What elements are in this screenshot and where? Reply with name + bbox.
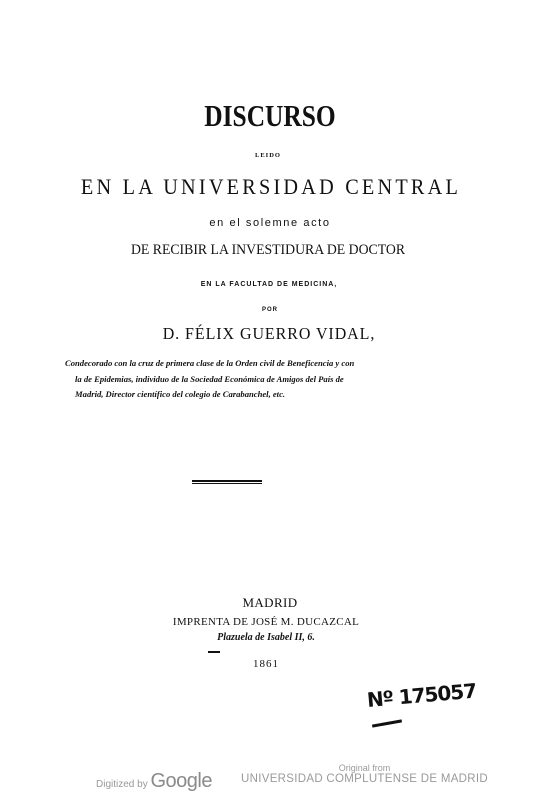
author-name: D. FÉLIX GUERRO VIDAL, — [162, 324, 376, 343]
facultad-line: EN LA FACULTAD DE MEDICINA, — [200, 281, 338, 288]
short-divider — [208, 651, 220, 653]
university-line: EN LA UNIVERSIDAD CENTRAL — [80, 174, 462, 199]
imprint-city: MADRID — [242, 595, 298, 610]
description-line: Condecorado con la cruz de primera clase de la Orden civil de Beneficencia y con — [65, 358, 355, 368]
por-label: POR — [261, 307, 278, 313]
imprint-printer: IMPRENTA DE JOSÉ M. DUCAZCAL — [172, 616, 360, 628]
imprint-address: Plazuela de Isabel II, 6. — [217, 632, 315, 643]
divider-rule — [192, 480, 262, 484]
title: DISCURSO — [204, 98, 336, 133]
description-line: la de Epidemias, individuo de la Sociedad Económica de Amigos del País de — [75, 373, 344, 384]
description-line: Madrid, Director científico del colegio de Carabanchel, etc. — [75, 389, 286, 399]
digitized-by-credit — [96, 770, 212, 793]
handwritten-underline — [372, 719, 402, 727]
author-description — [65, 356, 398, 403]
original-from-label: Original from — [338, 763, 391, 773]
leido-label: LEIDO — [255, 152, 281, 159]
google-logo: Google — [150, 770, 212, 792]
handwritten-catalog-number: Nº 175057 — [365, 678, 478, 712]
original-from-credit — [241, 763, 488, 785]
acto-line: en el solemne acto — [209, 217, 331, 229]
digitized-by-label: Digitized by — [96, 779, 148, 790]
institution-name: UNIVERSIDAD COMPLUTENSE DE MADRID — [241, 773, 488, 785]
imprint-year: 1861 — [253, 658, 279, 670]
investidura-line: DE RECIBIR LA INVESTIDURA DE DOCTOR — [130, 242, 406, 258]
